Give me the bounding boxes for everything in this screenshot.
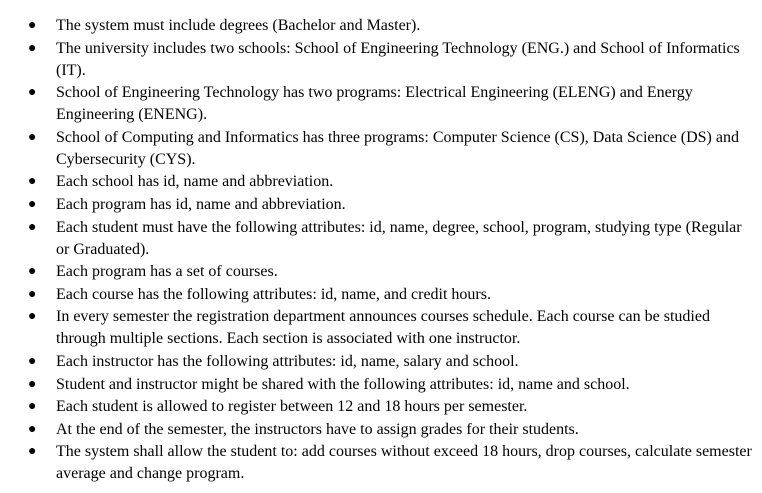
requirements-list (0, 15, 762, 485)
requirement-text: School of Computing and Informatics has three programs: Computer Science (CS), Data Science (DS) and Cybersecurity (CYS). (56, 128, 739, 168)
bullet-icon: ● (28, 353, 37, 369)
requirement-text: Each course has the following attributes: id, name, and credit hours. (56, 285, 491, 303)
requirement-text: Student and instructor might be shared with the following attributes: id, name and school. (56, 375, 630, 393)
requirement-text: Each program has id, name and abbreviation. (56, 195, 346, 213)
bullet-icon: ● (28, 286, 37, 302)
list-item (0, 171, 762, 193)
list-item (0, 194, 762, 216)
requirement-text: Each school has id, name and abbreviation. (56, 173, 334, 191)
requirement-text: In every semester the registration department announces courses schedule. Each course can be studied through multiple sections. Each section is associated with one instructor. (56, 308, 710, 348)
requirement-text: The system must include degrees (Bachelor and Master). (56, 17, 421, 34)
bullet-icon: ● (28, 444, 37, 460)
requirement-text: Each student must have the following attributes: id, name, degree, school, program, studying type (Regular or Graduated). (56, 218, 742, 258)
bullet-icon: ● (28, 309, 37, 325)
list-item (0, 419, 762, 441)
bullet-icon: ● (28, 85, 37, 101)
bullet-icon: ● (28, 421, 37, 437)
bullet-icon: ● (28, 399, 37, 415)
requirement-text: Each student is allowed to register between 12 and 18 hours per semester. (56, 398, 528, 416)
bullet-icon: ● (28, 18, 37, 33)
requirement-text: The system shall allow the student to: add courses without exceed 18 hours, drop courses, calculate semester average and change program. (56, 443, 752, 483)
requirement-text: Each program has a set of courses. (56, 263, 278, 281)
bullet-icon: ● (28, 40, 37, 56)
list-item (0, 351, 762, 373)
list-item (0, 261, 762, 283)
list-item (0, 374, 762, 396)
list-item (0, 396, 762, 418)
bullet-icon: ● (28, 196, 37, 212)
requirement-text: Each instructor has the following attributes: id, name, salary and school. (56, 352, 519, 370)
bullet-icon: ● (28, 264, 37, 280)
list-item (0, 38, 762, 82)
requirement-text: At the end of the semester, the instructors have to assign grades for their students. (56, 420, 579, 438)
requirement-text: The university includes two schools: School of Engineering Technology (ENG.) and School of Informatics (IT). (56, 39, 740, 79)
list-item (0, 15, 762, 37)
bullet-icon: ● (28, 376, 37, 392)
list-item (0, 82, 762, 126)
bullet-icon: ● (28, 174, 37, 190)
list-item (0, 306, 762, 350)
requirement-text: School of Engineering Technology has two programs: Electrical Engineering (ELENG) and Energy Engineering (ENENG). (56, 84, 693, 124)
requirements-document (0, 15, 762, 486)
bullet-icon: ● (28, 129, 37, 145)
bullet-icon: ● (28, 219, 37, 235)
list-item (0, 284, 762, 306)
list-item (0, 441, 762, 485)
list-item (0, 217, 762, 261)
list-item (0, 127, 762, 171)
